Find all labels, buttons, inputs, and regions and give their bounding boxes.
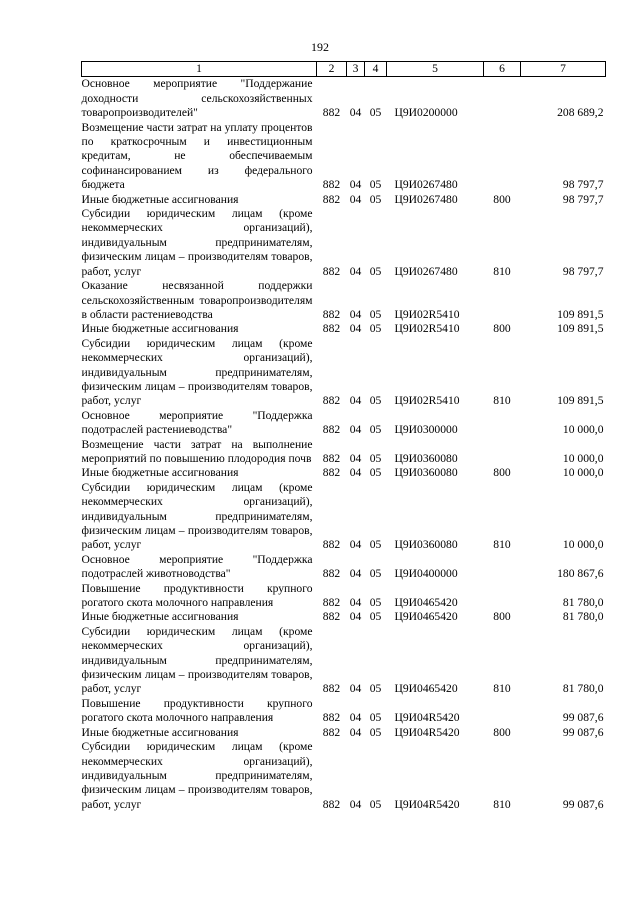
grbs-code: 882 (322, 322, 341, 336)
section-code: 04 (349, 538, 362, 552)
amount: 99 087,6 (562, 725, 604, 739)
section-code: 04 (349, 797, 362, 811)
table-row (82, 553, 606, 582)
grbs-code: 882 (322, 264, 341, 278)
table-row (82, 207, 606, 279)
amount: 180 867,6 (557, 567, 604, 581)
grbs-code: 882 (322, 797, 341, 811)
item-name: Возмещение части затрат на уплату процентов по краткосрочным и инвестиционным кредитам, не обеспечиваемым софинансированием из федерального бюджета (81, 120, 313, 192)
expense-type-code: 800 (493, 466, 511, 480)
amount: 98 797,7 (562, 192, 604, 206)
item-name: Возмещение части затрат на выполнение мероприятий по повышению плодородия почв (81, 437, 313, 465)
table-row (82, 438, 606, 467)
subsection-code: 05 (369, 466, 382, 480)
target-article-code: Ц9И0465420 (394, 596, 458, 610)
target-article-code: Ц9И0360080 (394, 466, 458, 480)
section-code: 04 (349, 307, 362, 321)
amount: 99 087,6 (562, 797, 604, 811)
expense-type-code: 810 (493, 264, 511, 278)
expense-type-code: 800 (493, 725, 511, 739)
target-article-code: Ц9И02R5410 (394, 394, 460, 408)
amount: 99 087,6 (562, 711, 604, 725)
target-article-code: Ц9И0360080 (394, 451, 458, 465)
target-article-code: Ц9И0465420 (394, 682, 458, 696)
expense-type-code: 810 (493, 797, 511, 811)
subsection-code: 05 (369, 682, 382, 696)
item-name: Иные бюджетные ассигнования (81, 610, 239, 624)
grbs-code: 882 (322, 596, 341, 610)
section-code: 04 (349, 610, 362, 624)
target-article-code: Ц9И0360080 (394, 538, 458, 552)
subsection-code: 05 (369, 178, 382, 192)
amount: 10 000,0 (562, 466, 604, 480)
table-row (82, 193, 606, 207)
subsection-code: 05 (369, 106, 382, 120)
subsection-code: 05 (369, 423, 382, 437)
header-col-5: 5 (387, 62, 484, 77)
section-code: 04 (349, 451, 362, 465)
grbs-code: 882 (322, 178, 341, 192)
header-col-1: 1 (82, 62, 317, 77)
amount: 109 891,5 (557, 322, 604, 336)
header-col-7: 7 (521, 62, 606, 77)
section-code: 04 (349, 106, 362, 120)
amount: 81 780,0 (562, 596, 604, 610)
amount: 10 000,0 (562, 538, 604, 552)
header-col-6: 6 (484, 62, 521, 77)
header-col-3: 3 (347, 62, 365, 77)
subsection-code: 05 (369, 711, 382, 725)
amount: 109 891,5 (557, 394, 604, 408)
item-name: Субсидии юридическим лицам (кроме некоммерческих организаций), индивидуальным предпринимателям, физическим лицам – производителям товаров, работ, услуг (81, 740, 313, 811)
expense-type-code (484, 279, 521, 322)
target-article-code: Ц9И0267480 (394, 178, 458, 192)
grbs-code: 882 (322, 711, 341, 725)
amount: 81 780,0 (562, 682, 604, 696)
target-article-code: Ц9И02R5410 (394, 322, 460, 336)
target-article-code: Ц9И0267480 (394, 192, 458, 206)
section-code: 04 (349, 322, 362, 336)
amount: 10 000,0 (562, 451, 604, 465)
expense-type-code: 800 (493, 322, 511, 336)
grbs-code: 882 (322, 682, 341, 696)
subsection-code: 05 (369, 725, 382, 739)
section-code: 04 (349, 192, 362, 206)
table-row (82, 322, 606, 336)
table-row (82, 466, 606, 480)
subsection-code: 05 (369, 538, 382, 552)
table-row (82, 625, 606, 697)
subsection-code: 05 (369, 567, 382, 581)
section-code: 04 (349, 725, 362, 739)
amount: 98 797,7 (562, 264, 604, 278)
amount: 81 780,0 (562, 610, 604, 624)
table-header-row (82, 62, 606, 77)
item-name: Субсидии юридическим лицам (кроме некоммерческих организаций), индивидуальным предпринимателям, физическим лицам – производителям товаров, работ, услуг (81, 624, 313, 696)
expense-type-code: 800 (493, 610, 511, 624)
table-row (82, 610, 606, 624)
target-article-code: Ц9И02R5410 (394, 307, 460, 321)
subsection-code: 05 (369, 394, 382, 408)
section-code: 04 (349, 567, 362, 581)
expense-type-code (484, 438, 521, 467)
item-name: Субсидии юридическим лицам (кроме некоммерческих организаций), индивидуальным предпринимателям, физическим лицам – производителям товаров, работ, услуг (81, 480, 313, 552)
grbs-code: 882 (322, 451, 341, 465)
grbs-code: 882 (322, 423, 341, 437)
target-article-code: Ц9И04R5420 (394, 725, 460, 739)
section-code: 04 (349, 711, 362, 725)
item-name: Основное мероприятие "Поддержание доходности сельскохозяйственных товаропроизводителей" (81, 77, 313, 120)
expense-type-code (484, 697, 521, 726)
item-name: Иные бюджетные ассигнования (81, 725, 239, 739)
grbs-code: 882 (322, 192, 341, 206)
expense-type-code (484, 582, 521, 611)
grbs-code: 882 (322, 466, 341, 480)
section-code: 04 (349, 394, 362, 408)
section-code: 04 (349, 596, 362, 610)
section-code: 04 (349, 178, 362, 192)
expense-type-code (484, 553, 521, 582)
item-name: Повышение продуктивности крупного рогатого скота молочного направления (81, 581, 313, 610)
table-row (82, 121, 606, 193)
grbs-code: 882 (322, 725, 341, 739)
item-name: Субсидии юридическим лицам (кроме некоммерческих организаций), индивидуальным предпринимателям, физическим лицам – производителям товаров, работ, услуг (81, 336, 313, 408)
amount: 208 689,2 (557, 106, 604, 120)
expense-type-code: 810 (493, 538, 511, 552)
item-name: Иные бюджетные ассигнования (81, 322, 239, 336)
expense-type-code: 800 (493, 192, 511, 206)
expense-type-code (484, 409, 521, 438)
target-article-code: Ц9И0465420 (394, 610, 458, 624)
table-row (82, 409, 606, 438)
budget-table (81, 61, 606, 812)
item-name: Основное мероприятие "Поддержка подотраслей животноводства" (81, 552, 313, 581)
item-name: Оказание несвязанной поддержки сельскохозяйственным товаропроизводителям в области растениеводства (81, 279, 313, 321)
item-name: Повышение продуктивности крупного рогатого скота молочного направления (81, 696, 313, 725)
table-row (82, 279, 606, 322)
target-article-code: Ц9И0400000 (394, 567, 458, 581)
table-row (82, 697, 606, 726)
section-code: 04 (349, 682, 362, 696)
page-number: 192 (311, 40, 329, 54)
item-name: Иные бюджетные ассигнования (81, 466, 239, 480)
amount: 10 000,0 (562, 423, 604, 437)
grbs-code: 882 (322, 567, 341, 581)
amount: 109 891,5 (557, 307, 604, 321)
grbs-code: 882 (322, 610, 341, 624)
table-row (82, 481, 606, 553)
header-col-4: 4 (365, 62, 387, 77)
subsection-code: 05 (369, 596, 382, 610)
target-article-code: Ц9И0200000 (394, 106, 458, 120)
subsection-code: 05 (369, 797, 382, 811)
item-name: Субсидии юридическим лицам (кроме некоммерческих организаций), индивидуальным предпринимателям, физическим лицам – производителям товаров, работ, услуг (81, 207, 313, 278)
expense-type-code (484, 77, 521, 121)
table-row (82, 582, 606, 611)
grbs-code: 882 (322, 106, 341, 120)
subsection-code: 05 (369, 322, 382, 336)
subsection-code: 05 (369, 264, 382, 278)
section-code: 04 (349, 466, 362, 480)
table-row (82, 740, 606, 812)
table-row (82, 77, 606, 121)
amount: 98 797,7 (562, 178, 604, 192)
expense-type-code: 810 (493, 394, 511, 408)
header-col-2: 2 (317, 62, 347, 77)
subsection-code: 05 (369, 192, 382, 206)
subsection-code: 05 (369, 307, 382, 321)
subsection-code: 05 (369, 451, 382, 465)
table-row (82, 726, 606, 740)
grbs-code: 882 (322, 538, 341, 552)
grbs-code: 882 (322, 307, 341, 321)
section-code: 04 (349, 264, 362, 278)
item-name: Основное мероприятие "Поддержка подотраслей растениеводства" (81, 408, 313, 437)
target-article-code: Ц9И0300000 (394, 423, 458, 437)
expense-type-code (484, 121, 521, 193)
target-article-code: Ц9И04R5420 (394, 711, 460, 725)
subsection-code: 05 (369, 610, 382, 624)
target-article-code: Ц9И0267480 (394, 264, 458, 278)
expense-type-code: 810 (493, 682, 511, 696)
item-name: Иные бюджетные ассигнования (81, 192, 239, 206)
section-code: 04 (349, 423, 362, 437)
table-row (82, 337, 606, 409)
grbs-code: 882 (322, 394, 341, 408)
target-article-code: Ц9И04R5420 (394, 797, 460, 811)
